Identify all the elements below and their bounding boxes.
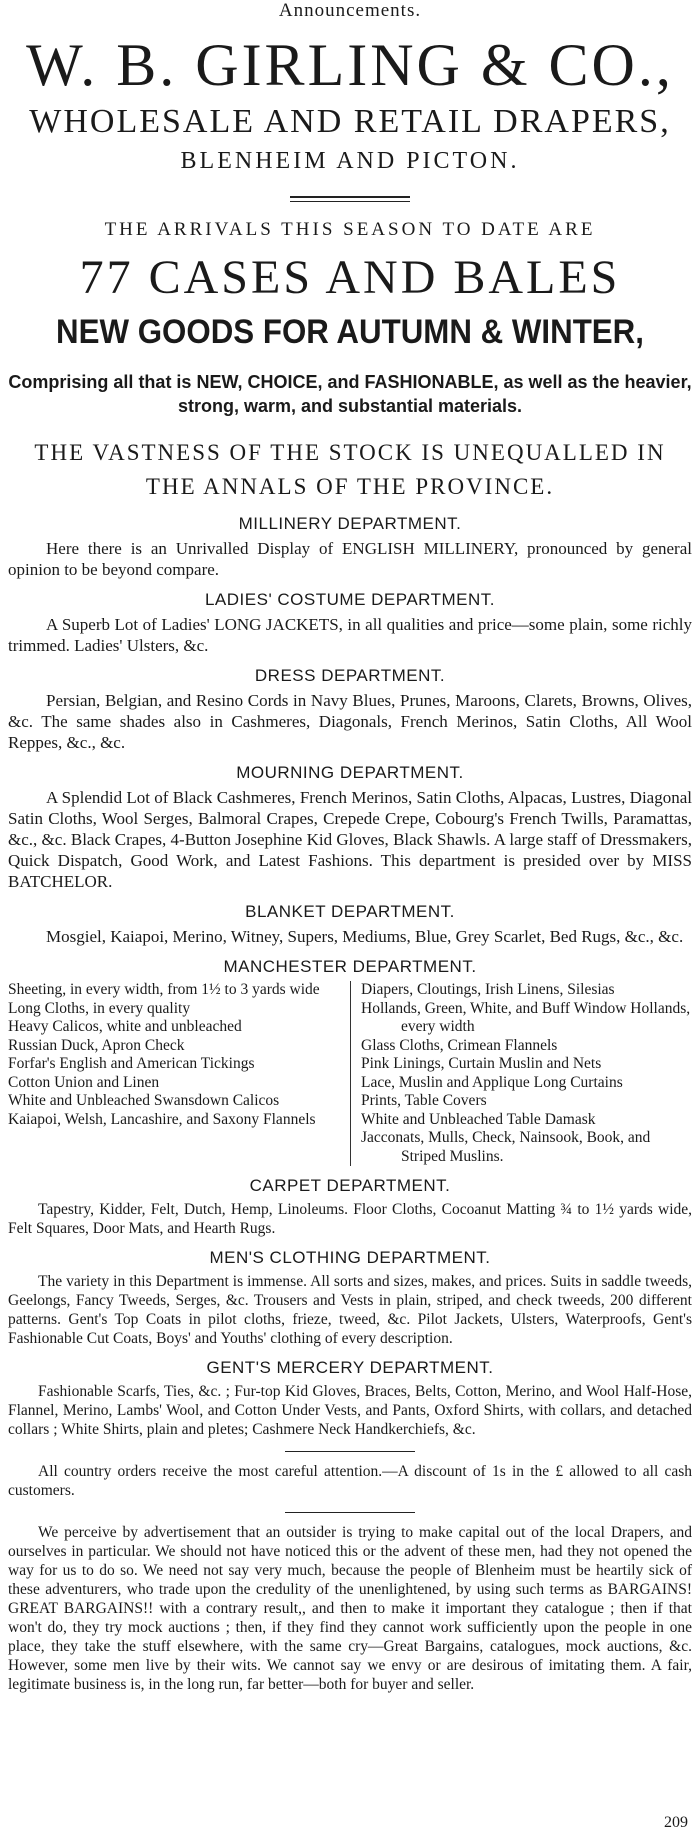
manchester-columns (8, 981, 692, 1166)
list-item: Diapers, Cloutings, Irish Linens, Silesias (361, 981, 615, 998)
mens-clothing-heading: MEN'S CLOTHING DEPARTMENT. (209, 1248, 491, 1267)
list-item: Forfar's English and American Tickings (8, 1055, 255, 1072)
blanket-heading: BLANKET DEPARTMENT. (245, 902, 455, 921)
list-item: Russian Duck, Apron Check (8, 1036, 185, 1054)
bargains-notice: We perceive by advertisement that an outsider is trying to make capital out of the local Drapers, and ourselves in particular. We should not have noticed this or the advent of these men, had they not opened the way for us to do so. We need not say very much, because the people of Blenheim must be heartily sick of these adventurers, who trade upon the credulity of the unenlightened, by using such terms as BARGAINS! GREAT BARGAINS!! with a contrary result,, and then to make it important they catalogue ; then if that won't do, they try mock auctions ; then, if they find they cannot work sufficiently upon the people in one place, they take the stuff elsewhere, with the same cry—Great Bargains, catalogues, mock auctions, &c. However, some men live by their wits. We cannot say we envy or are desirous of imitating them. A fair, legitimate business is, in the long run, far better—both for buyer and seller. (8, 1524, 692, 1693)
list-item: Cotton Union and Linen (8, 1073, 160, 1091)
list-item: Pink Linings, Curtain Muslin and Nets (361, 1055, 602, 1072)
list-item: Kaiapoi, Welsh, Lancashire, and Saxony Flannels (8, 1110, 316, 1128)
manchester-left-column (8, 981, 350, 1166)
section-divider (285, 1512, 415, 1513)
arrivals-intro: THE ARRIVALS THIS SEASON TO DATE ARE (104, 219, 596, 240)
company-name: W. B. GIRLING & CO., (26, 32, 674, 98)
list-item: Long Cloths, in every quality (8, 999, 191, 1017)
page-number: 209 (664, 1814, 688, 1831)
list-item: Jacconats, Mulls, Check, Nainsook, Book, and Striped Muslins. (361, 1129, 651, 1165)
millinery-text: Here there is an Unrivalled Display of ENGLISH MILLINERY, pronounced by general opinion to be beyond compare. (8, 539, 692, 579)
business-location: BLENHEIM AND PICTON. (180, 148, 520, 174)
list-item: Heavy Calicos, white and unbleached (8, 1018, 242, 1035)
section-heading: Announcements. (278, 0, 422, 21)
mens-clothing-text: The variety in this Department is immense. All sorts and sizes, makes, and prices. Suits in saddle tweeds, Geelongs, Fancy Tweeds, Serges, &c. Trousers and Vests in plain, striped, and check tweeds, 200 different patterns. Gent's Top Coats in pilot cloths, frieze, tweed, &c. Pilot Jackets, Ulsters, Waterproofs, Gent's Fashionable Cut Coats, Boys' and Youths' clothing of every description. (8, 1273, 692, 1347)
list-item: White and Unbleached Table Damask (361, 1110, 596, 1128)
millinery-heading: MILLINERY DEPARTMENT. (238, 514, 462, 533)
list-item: Prints, Table Covers (361, 1092, 487, 1109)
blanket-text: Mosgiel, Kaiapoi, Merino, Witney, Supers, Mediums, Blue, Grey Scarlet, Bed Rugs, &c., &c. (46, 927, 684, 946)
list-item: White and Unbleached Swansdown Calicos (8, 1092, 280, 1109)
costume-text: A Superb Lot of Ladies' LONG JACKETS, in all qualities and price—some plain, some richly trimmed. Ladies' Ulsters, &c. (8, 615, 692, 655)
dress-text: Persian, Belgian, and Resino Cords in Navy Blues, Prunes, Maroons, Clarets, Browns, Olives, &c. The same shades also in Cashmeres, Diagonals, French Merinos, Satin Cloths, All Wool Reppes, &c., &c. (8, 691, 692, 752)
mercery-heading: GENT'S MERCERY DEPARTMENT. (206, 1358, 494, 1377)
manchester-heading: MANCHESTER DEPARTMENT. (223, 957, 477, 976)
new-goods-headline: NEW GOODS FOR AUTUMN & WINTER, (56, 313, 644, 351)
double-rule-divider (290, 196, 410, 202)
manchester-right-column (350, 981, 692, 1166)
cases-headline: 77 CASES AND BALES (79, 251, 621, 304)
list-item: Glass Cloths, Crimean Flannels (361, 1036, 558, 1054)
mourning-text: A Splendid Lot of Black Cashmeres, French Merinos, Satin Cloths, Alpacas, Lustres, Diagonal Satin Cloths, Wool Serges, Balmoral Crapes, Crepede Crepe, Cobourg's French Twills, Paramattas, &c., &c. Black Crapes, 4-Button Josephine Kid Gloves, Black Shawls. A large staff of Dressmakers, Quick Dispatch, Good Work, and Latest Fashions. This department is presided over by MISS BATCHELOR. (8, 788, 692, 891)
carpet-heading: CARPET DEPARTMENT. (249, 1176, 451, 1195)
list-item: Lace, Muslin and Applique Long Curtains (361, 1073, 623, 1091)
list-item: Sheeting, in every width, from 1½ to 3 yards wide (8, 981, 320, 998)
mercery-text: Fashionable Scarfs, Ties, &c. ; Fur-top Kid Gloves, Braces, Belts, Cotton, Merino, and Wool Half-Hose, Flannel, Merino, Lambs' Wool, and Cotton Under Vests, and Pants, Oxford Shirts, with collars, and detached collars ; White Shirts, plain and pletes; Cashmere Neck Handkerchiefs, &c. (8, 1383, 692, 1438)
carpet-text: Tapestry, Kidder, Felt, Dutch, Hemp, Linoleums. Floor Cloths, Cocoanut Matting ¾ to 1½ yards wide, Felt Squares, Door Mats, and Hearth Rugs. (8, 1201, 692, 1237)
dress-heading: DRESS DEPARTMENT. (254, 666, 446, 685)
mourning-heading: MOURNING DEPARTMENT. (236, 763, 464, 782)
costume-heading: LADIES' COSTUME DEPARTMENT. (204, 590, 496, 609)
business-type: WHOLESALE AND RETAIL DRAPERS, (29, 103, 671, 140)
country-orders-notice: All country orders receive the most careful attention.—A discount of 1s in the £ allowed to all cash customers. (8, 1463, 692, 1499)
list-item: Hollands, Green, White, and Buff Window Hollands, every width (361, 999, 691, 1035)
section-divider (285, 1451, 415, 1452)
vastness-statement: THE VASTNESS OF THE STOCK IS UNEQUALLED IN THE ANNALS OF THE PROVINCE. (34, 440, 666, 499)
comprising-statement: Comprising all that is NEW, CHOICE, and FASHIONABLE, as well as the heavier, strong, warm, and substantial materials. (8, 372, 692, 416)
